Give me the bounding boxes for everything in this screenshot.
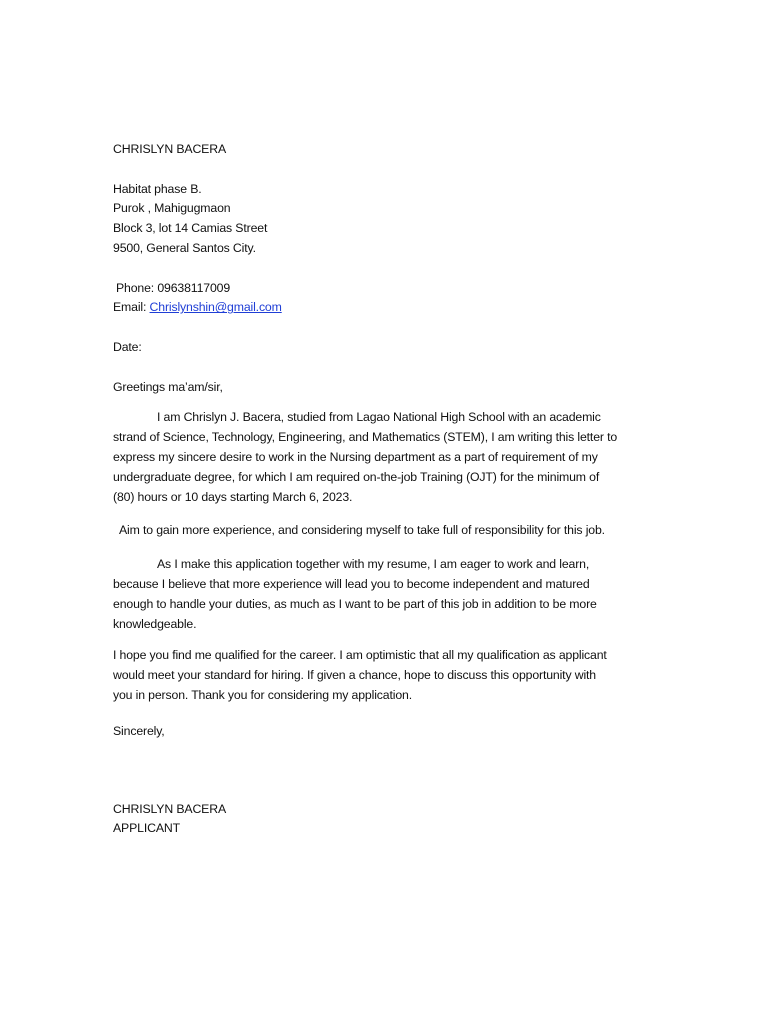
- paragraph-line: because I believe that more experience will lead you to become independent and matured: [113, 576, 590, 591]
- paragraph-line: strand of Science, Technology, Engineering, and Mathematics (STEM), I am writing this letter to: [113, 430, 618, 445]
- paragraph-line: As I make this application together with my resume, I am eager to work and learn,: [157, 557, 590, 572]
- address-line: Habitat phase B.: [113, 181, 202, 196]
- signature-space: [113, 742, 643, 800]
- body-paragraph-4: [113, 646, 643, 705]
- email-line: [113, 298, 643, 318]
- paragraph-line: (80) hours or 10 days starting March 6, 2023.: [113, 489, 353, 504]
- closing-block: [113, 722, 643, 742]
- body-paragraph-1: [113, 408, 643, 507]
- spacer: [113, 160, 643, 180]
- spacer: [113, 318, 643, 338]
- paragraph-line: I hope you find me qualified for the career. I am optimistic that all my qualification as applicant: [113, 648, 607, 663]
- sender-name: CHRISLYN BACERA: [113, 142, 227, 156]
- closing: Sincerely,: [113, 723, 165, 738]
- signature-name: CHRISLYN BACERA: [113, 801, 227, 816]
- paragraph-line: Aim to gain more experience, and considering myself to take full of responsibility for this job.: [119, 523, 605, 538]
- paragraph-line: express my sincere desire to work in the Nursing department as a part of requirement of my: [113, 449, 598, 464]
- signature-title: APPLICANT: [113, 821, 180, 836]
- phone-number: 09638117009: [157, 280, 231, 295]
- paragraph-line: knowledgeable.: [113, 616, 197, 631]
- address-line: Block 3, lot 14 Camias Street: [113, 221, 268, 236]
- paragraph-line: I am Chrislyn J. Bacera, studied from Lagao National High School with an academic: [157, 410, 601, 425]
- address-line: 9500, General Santos City.: [113, 240, 256, 255]
- email-label: Email:: [113, 300, 150, 315]
- paragraph-line: enough to handle your duties, as much as I want to be part of this job in addition to be more: [113, 596, 597, 611]
- address-line: Purok , Mahigugmaon: [113, 201, 231, 216]
- date-label: Date:: [113, 339, 142, 354]
- spacer: [113, 259, 643, 279]
- greeting: Greetings ma’am/sir,: [113, 379, 223, 394]
- paragraph-line: would meet your standard for hiring. If given a chance, hope to discuss this opportunity with: [113, 668, 596, 683]
- email-link[interactable]: Chrislynshin@gmail.com: [149, 300, 282, 315]
- paragraph-line: undergraduate degree, for which I am required on-the-job Training (OJT) for the minimum of: [113, 469, 600, 484]
- phone-line: [113, 279, 643, 299]
- body-paragraph-2: [113, 521, 643, 541]
- phone-label: Phone:: [116, 280, 158, 295]
- body-paragraph-3: [113, 555, 643, 634]
- spacer: [113, 358, 643, 378]
- paragraph-line: you in person. Thank you for considering my application.: [113, 687, 412, 702]
- letter-document: [113, 140, 643, 839]
- sender-address: [113, 180, 643, 259]
